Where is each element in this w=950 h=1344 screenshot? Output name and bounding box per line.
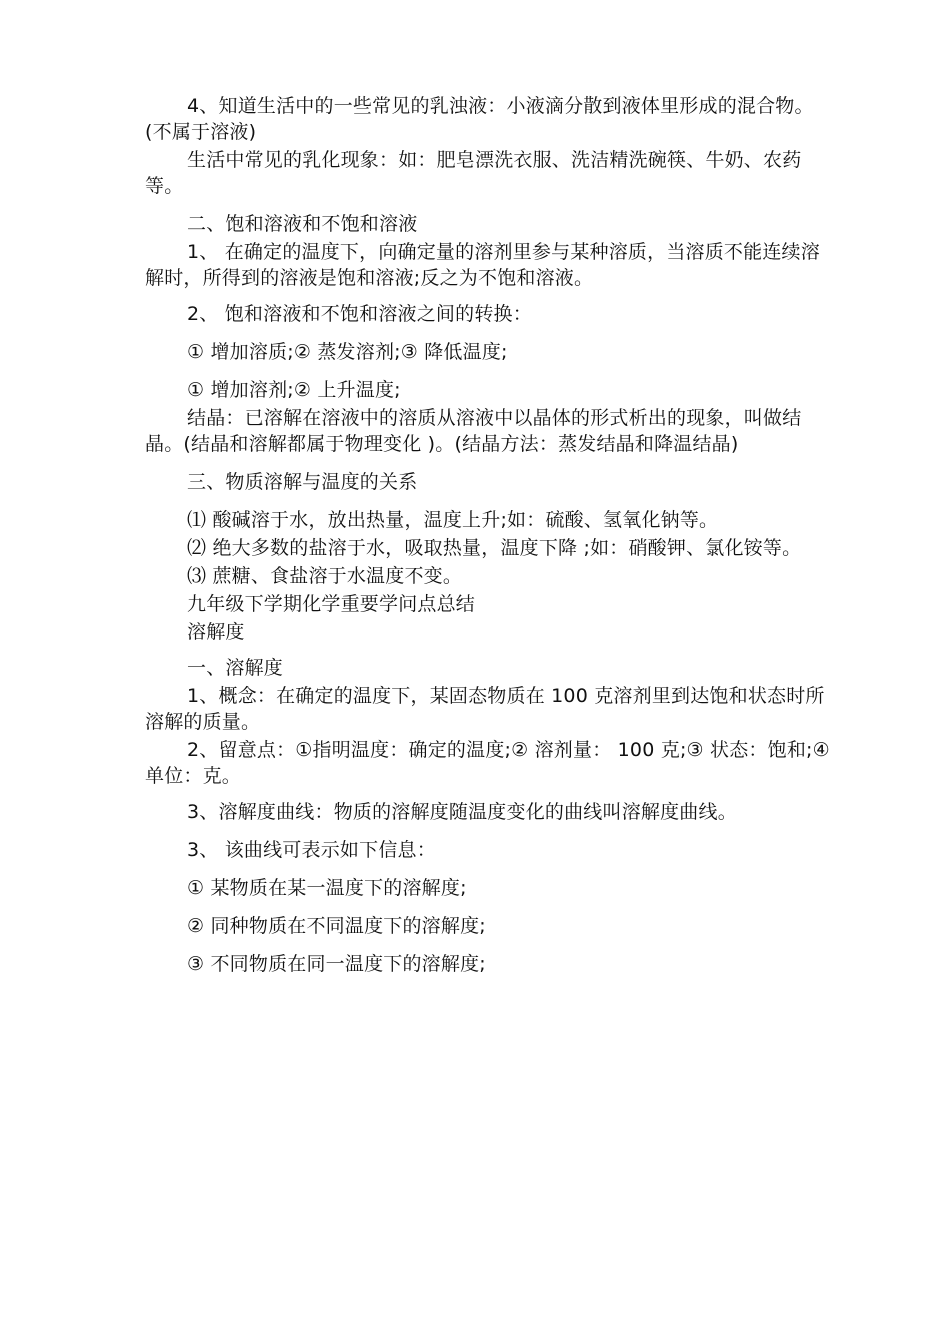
paragraph-sugar-salt: ⑶ 蔗糖、食盐溶于水温度不变。 <box>187 565 463 587</box>
paragraph-info-1: ① 某物质在某一温度下的溶解度; <box>187 877 467 899</box>
document-body <box>145 93 835 977</box>
paragraph-notes: 2、留意点：①指明温度：确定的温度;② 溶剂量： 100 克;③ 状态：饱和;④ 单位：克。 <box>145 739 830 787</box>
paragraph-conversion: 2、 饱和溶液和不饱和溶液之间的转换： <box>187 303 532 325</box>
paragraph-curve-info: 3、 该曲线可表示如下信息： <box>187 839 436 861</box>
paragraph-emulsion: 4、知道生活中的一些常见的乳浊液：小液滴分散到液体里形成的混合物。(不属于溶液) <box>145 95 814 143</box>
paragraph-info-2: ② 同种物质在不同温度下的溶解度; <box>187 915 486 937</box>
paragraph-summary-title: 九年级下学期化学重要学问点总结 <box>187 593 476 615</box>
paragraph-solubility-curve: 3、溶解度曲线：物质的溶解度随温度变化的曲线叫溶解度曲线。 <box>187 801 737 823</box>
paragraph-info-3: ③ 不同物质在同一温度下的溶解度; <box>187 953 486 975</box>
paragraph-crystallization: 结晶：已溶解在溶液中的溶质从溶液中以晶体的形式析出的现象，叫做结晶。(结晶和溶解都属于物理变化 )。(结晶方法：蒸发结晶和降温结晶) <box>145 407 802 455</box>
paragraph-emulsification: 生活中常见的乳化现象：如：肥皂漂洗衣服、洗洁精洗碗筷、牛奶、农药等。 <box>145 149 802 197</box>
section-heading-saturated: 二、饱和溶液和不饱和溶液 <box>187 213 418 235</box>
paragraph-salts: ⑵ 绝大多数的盐溶于水，吸取热量，温度下降 ;如：硝酸钾、氯化铵等。 <box>187 537 802 559</box>
paragraph-to-unsaturated: ① 增加溶剂;② 上升温度; <box>187 379 401 401</box>
section-heading-solubility: 一、溶解度 <box>187 657 284 679</box>
paragraph-saturated-definition: 1、 在确定的温度下，向确定量的溶剂里参与某种溶质，当溶质不能连续溶解时，所得到的溶液是饱和溶液;反之为不饱和溶液。 <box>145 241 820 289</box>
paragraph-concept: 1、概念：在确定的温度下，某固态物质在 100 克溶剂里到达饱和状态时所溶解的质量。 <box>145 685 825 733</box>
section-heading-temperature: 三、物质溶解与温度的关系 <box>187 471 418 493</box>
paragraph-to-saturated: ① 增加溶质;② 蒸发溶剂;③ 降低温度; <box>187 341 508 363</box>
paragraph-solubility-title: 溶解度 <box>187 621 245 643</box>
paragraph-acid-base: ⑴ 酸碱溶于水，放出热量，温度上升;如：硫酸、氢氧化钠等。 <box>187 509 719 531</box>
